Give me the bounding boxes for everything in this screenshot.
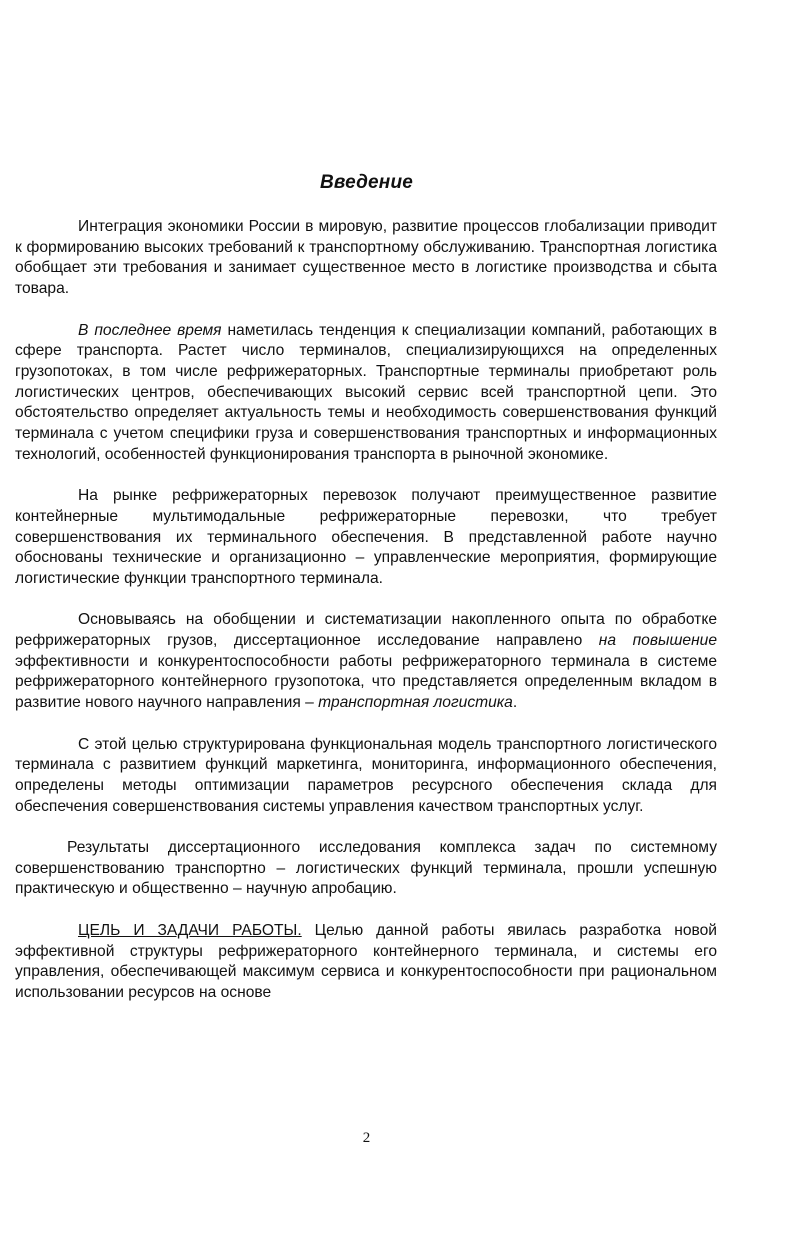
page-title: Введение xyxy=(319,172,414,193)
paragraph-4-part-1: Основываясь на обобщении и систематизации накопленного опыта по обработке рефрижераторных грузов, диссертационное исследование направлено xyxy=(15,611,717,650)
paragraph-4-italic-1: на повышение xyxy=(598,632,717,650)
paragraph-4 xyxy=(15,610,717,714)
paragraph-1 xyxy=(15,217,717,300)
paragraph-3 xyxy=(15,486,717,590)
paragraph-2 xyxy=(15,321,717,466)
paragraph-6 xyxy=(15,838,717,900)
paragraph-7 xyxy=(15,921,717,1004)
paragraph-4-part-3: . xyxy=(512,694,518,712)
paragraph-3-text: На рынке рефрижераторных перевозок получают преимущественное развитие контейнерные мультимодальные рефрижераторные перевозки, что требует совершенствования их терминального обеспечения. В представленной работе научно обоснованы технические и организационно – управленческие мероприятия, формирующие логистические функции транспортного терминала. xyxy=(15,487,717,587)
paragraph-4-part-2: эффективности и конкурентоспособности работы рефрижераторного терминала в системе рефрижераторного контейнерного грузопотока, что представляется определенным вкладом в развитие нового научного направления – xyxy=(15,652,717,712)
paragraph-4-italic-2: транспортная логистика xyxy=(318,694,513,712)
document-body xyxy=(15,217,717,1004)
paragraph-2-text: наметилась тенденция к специализации компаний, работающих в сфере транспорта. Растет число терминалов, специализирующихся на определенных грузопотоках, в том числе рефрижераторных. Транспортные терминалы приобретают роль логистических центров, обеспечивающих высокий сервис всей транспортной цепи. Это обстоятельство определяет актуальность темы и необходимость совершенствования функций терминала с учетом специфики груза и совершенствования транспортных и информационных технологий, особенностей функционирования транспорта в рыночной экономике. xyxy=(15,321,717,463)
section-heading-goals: ЦЕЛЬ И ЗАДАЧИ РАБОТЫ. xyxy=(78,921,302,939)
page-number: 2 xyxy=(362,1130,371,1146)
paragraph-5-text: С этой целью структурирована функциональная модель транспортного логистического терминала с развитием функций маркетинга, мониторинга, информационного обеспечения, определены методы оптимизации параметров ресурсного обеспечения склада для обеспечения совершенствования системы управления качеством транспортных услуг. xyxy=(15,735,717,815)
paragraph-2-lead-italic: В последнее время xyxy=(78,321,222,339)
paragraph-7-text: Целью данной работы явилась разработка новой эффективной структуры рефрижераторного контейнерного терминала, и системы его управления, обеспечивающей максимум сервиса и конкурентоспособности при рациональном использовании ресурсов на основе xyxy=(15,921,717,1001)
paragraph-1-text: Интеграция экономики России в мировую, развитие процессов глобализации приводит к формированию высоких требований к транспортному обслуживанию. Транспортная логистика обобщает эти требования и занимает существенное место в логистике производства и сбыта товара. xyxy=(15,218,717,298)
paragraph-5 xyxy=(15,735,717,818)
paragraph-6-text: Результаты диссертационного исследования комплекса задач по системному совершенствованию транспортно – логистических функций терминала, прошли успешную практическую и общественно – научную апробацию. xyxy=(15,839,717,898)
